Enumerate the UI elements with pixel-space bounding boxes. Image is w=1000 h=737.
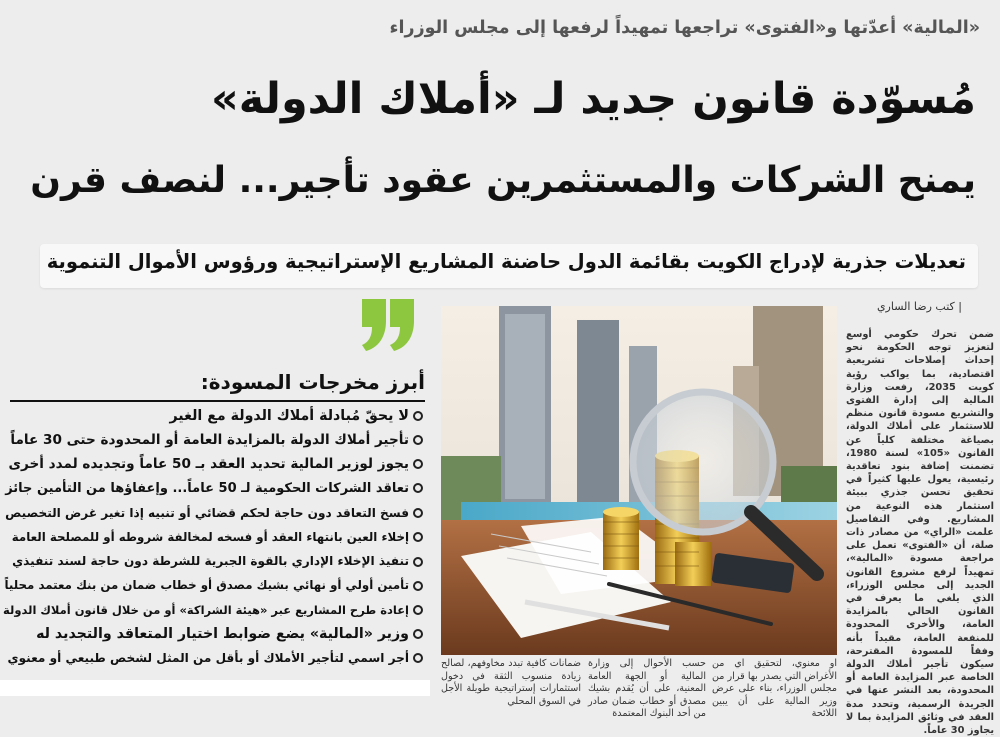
sidebar-title-underline (10, 400, 425, 402)
outcome-item-text: تنفيذ الإخلاء الإداري بالقوة الجبرية للشرطة دون حاجة لسند تنفيذي (12, 554, 409, 569)
bullet-circle-icon (413, 483, 423, 493)
bullet-circle-icon (413, 508, 423, 518)
article-kicker: «المالية» أعدّتها و«الفتوى» تراجعها تمهيداً لرفعها إلى مجلس الوزراء (389, 18, 980, 38)
outcome-item-text: تأمين أولي أو نهائي بشيك مصدق أو خطاب ضمان من بنك معتمد محلياً (4, 578, 409, 593)
bottom-strip (0, 680, 430, 696)
outcome-item-text: يجوز لوزير المالية تحديد العقد بـ 50 عاماً وتجديده لمدد أخرى (8, 456, 409, 473)
outcome-item (3, 404, 423, 428)
outcome-item (3, 525, 423, 549)
outcome-item-text: إعادة طرح المشاريع عبر «هيئة الشراكة» أو من خلال قانون أملاك الدولة (3, 602, 409, 617)
outcome-item-text: وزير «المالية» يضع ضوابط اختيار المتعاقد والتجديد له (36, 625, 409, 642)
outcome-item-text: فسخ التعاقد دون حاجة لحكم قضائي أو تنبيه إذا تغير غرض التخصيص (5, 505, 409, 520)
bullet-circle-icon (413, 653, 423, 663)
article-photo (441, 306, 837, 655)
article-intro: ضمن تحرك حكومي أوسع لتعزيز توجه الحكومة نحو إحداث إصلاحات تشريعية اقتصادية، بما يواكب رؤية كويت 2035، رفعت وزارة المالية إلى إدارة الفتوى والتشريع مسودة قانون منظم للاستثمار على أملاك الدولة، بصياغة مختلفة كلياً عن القانون «105» لسنة 1980، تضمنت إضافة بنود تعاقدية رئيسية، يعول عليها كثيراً في تحقيق تحسن جذري ببيئة استثمار هذه النوعية من المشاريع. وفي التفاصيل علمت «الراي» من مصادر ذات صلة، أن «الفتوى» تعمل على مراجعة مسودة «المالية»، تمهيداً لرفع مشروع القانون الجديد إلى مجلس الوزراء، الذي يلغي ما يعرف في القانون الحالي بالمزايدة العامة، والأخرى المحدودة للمنفعة العامة، مقيداً بأنه وفقاً للمسودة المقترحة، سيكون تأجير أملاك الدولة الخاصة عبر المزايدة العامة أو المحدودة، بعد النشر عنها في الجريدة الرسمية، وتحدد مدة العقد في وثائق المزايدة بما لا يجاوز 30 عاماً. (846, 329, 994, 737)
byline: | كتب رضا الساري (876, 300, 962, 313)
outcome-item (3, 428, 423, 452)
author-name: كتب رضا الساري (876, 300, 955, 313)
outcome-item-text: أجر اسمي لتأجير الأملاك أو بأقل من المثل لشخص طبيعي أو معنوي (7, 650, 409, 665)
outcome-item (3, 622, 423, 646)
outcome-item-text: لا يحقّ مُبادلة أملاك الدولة مع الغير (169, 408, 409, 424)
outcome-item-text: إخلاء العين بانتهاء العقد أو فسخه لمخالفة شروطه أو للمصلحة العامة (11, 529, 409, 544)
headline-line-1: مُسوّدة قانون جديد لـ «أملاك الدولة» (210, 74, 976, 124)
draft-outcomes-list (3, 404, 423, 670)
bullet-circle-icon (413, 581, 423, 591)
outcome-item (3, 477, 423, 501)
outcome-item-text: تعاقد الشركات الحكومية لـ 50 عاماً... وإعفاؤها من التأمين جائز (5, 480, 409, 496)
bullet-circle-icon (413, 435, 423, 445)
quote-mark-icon (360, 295, 416, 353)
bullet-circle-icon (413, 605, 423, 615)
outcome-item (3, 598, 423, 622)
bullet-circle-icon (413, 459, 423, 469)
body-column-1: او معنوي، لتحقيق اي من الأغراض التي يصدر بها قرار من مجلس الوزراء، بناء على عرض وزير المالية على أن يبين اللائحة (712, 658, 837, 719)
bullet-circle-icon (413, 411, 423, 421)
bullet-circle-icon (413, 532, 423, 542)
outcome-item (3, 501, 423, 525)
bullet-circle-icon (413, 629, 423, 639)
subheadline: تعديلات جذرية لإدراج الكويت بقائمة الدول حاضنة المشاريع الإستراتيجية ورؤوس الأموال التنموية (46, 250, 966, 273)
body-column-2: حسب الأحوال إلى وزارة المالية أو الجهة العامة المعنية، على أن يُقدم بشيك مصدق أو خطاب ضمان صادر من أحد البنوك المعتمدة (588, 658, 706, 719)
outcome-item-text: تأجير أملاك الدولة بالمزايدة العامة أو المحدودة حتى 30 عاماً (10, 432, 409, 449)
headline-line-2: يمنح الشركات والمستثمرين عقود تأجير... لنصف قرن (30, 160, 976, 201)
outcome-item (3, 549, 423, 573)
outcome-item (3, 646, 423, 670)
outcome-item (3, 573, 423, 597)
outcome-item (3, 452, 423, 476)
bullet-circle-icon (413, 557, 423, 567)
body-column-3: ضمانات كافية تبدد مخاوفهم، لصالح زيادة منسوب الثقة في دخول استثمارات إستراتيجية طويلة الأجل في السوق المحلي (441, 658, 581, 707)
sidebar-title: أبرز مخرجات المسودة: (200, 370, 425, 394)
